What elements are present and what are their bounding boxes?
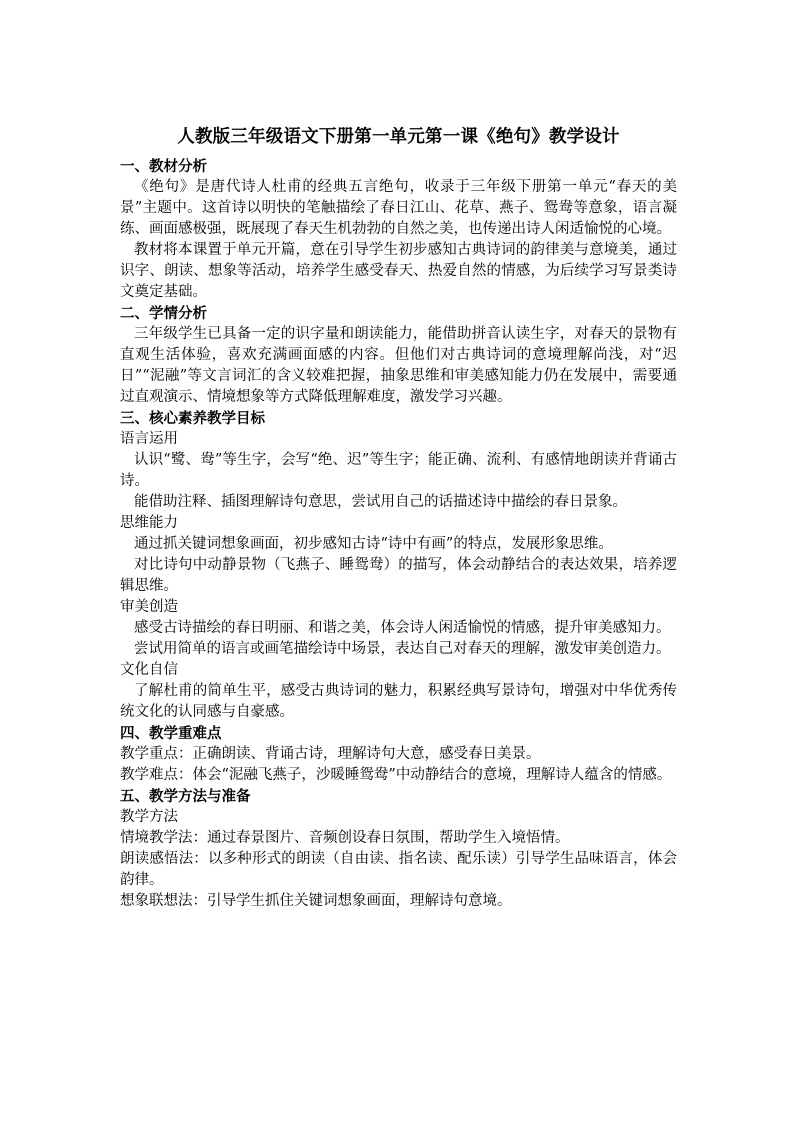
section-methods-preparation (120, 786, 677, 912)
paragraph: 能借助注释、插图理解诗句意思，尝试用自己的话描述诗中描绘的春日景象。 (134, 494, 627, 510)
paragraph: 了解杜甫的简单生平，感受古典诗词的魅力，积累经典写景诗句，增强对中华优秀传统文化的认同感与自豪感。 (120, 683, 677, 720)
paragraph: 认识“鹭、鸯”等生字，会写“绝、迟”等生字；能正确、流利、有感情地朗读并背诵古诗。 (120, 452, 677, 489)
paragraph: 教学难点：体会“泥融飞燕子，沙暖睡鸳鸯”中动静结合的意境，理解诗人蕴含的情感。 (120, 767, 672, 783)
paragraph: 想象联想法：引导学生抓住关键词想象画面，理解诗句意境。 (120, 893, 512, 909)
paragraph: 朗读感悟法：以多种形式的朗读（自由读、指名读、配乐读）引导学生品味语言，体会韵律。 (120, 851, 677, 888)
subheading: 文化自信 (120, 662, 178, 678)
section-heading: 三、核心素养教学目标 (120, 410, 265, 427)
paragraph: 三年级学生已具备一定的识字量和朗读能力，能借助拼音认读生字，对春天的景物有直观生活体验，喜欢充满画面感的内容。但他们对古典诗词的意境理解尚浅，对“迟日”“泥融”等文言词汇的含义较难把握，抽象思维和审美感知能力仍在发展中，需要通过直观演示、情境想象等方式降低理解难度，激发学习兴趣。 (120, 326, 677, 405)
paragraph: 教材将本课置于单元开篇，意在引导学生初步感知古典诗词的韵律美与意境美，通过识字、朗读、想象等活动，培养学生感受春天、热爱自然的情感，为后续学习写景类诗文奠定基础。 (120, 242, 677, 300)
section-student-analysis (120, 303, 677, 408)
section-heading: 五、教学方法与准备 (120, 788, 251, 805)
paragraph: 教学重点：正确朗读、背诵古诗，理解诗句大意，感受春日美景。 (120, 746, 541, 762)
section-heading: 四、教学重难点 (120, 725, 222, 742)
paragraph: 尝试用简单的语言或画笔描绘诗中场景，表达自己对春天的理解，激发审美创造力。 (134, 641, 671, 657)
subheading: 审美创造 (120, 599, 178, 615)
section-teaching-objectives (120, 408, 677, 723)
paragraph: 情境教学法：通过春景图片、音频创设春日氛围，帮助学生入境悟情。 (120, 830, 570, 846)
paragraph: 对比诗句中动静景物（飞燕子、睡鸳鸯）的描写，体会动静结合的表达效果，培养逻辑思维。 (120, 557, 677, 594)
document-title: 人教版三年级语文下册第一单元第一课《绝句》教学设计 (177, 127, 620, 147)
section-key-difficult-points (120, 723, 677, 786)
paragraph: 感受古诗描绘的春日明丽、和谐之美，体会诗人闲适愉悦的情感，提升审美感知力。 (134, 620, 671, 636)
subheading: 思维能力 (120, 515, 178, 531)
section-textbook-analysis (120, 156, 677, 303)
section-heading: 二、学情分析 (120, 305, 207, 322)
subheading: 语言运用 (120, 431, 178, 447)
section-heading: 一、教材分析 (120, 158, 207, 175)
subheading: 教学方法 (120, 809, 178, 825)
document-page (120, 122, 677, 912)
paragraph: 《绝句》是唐代诗人杜甫的经典五言绝句，收录于三年级下册第一单元“春天的美景”主题中。这首诗以明快的笔触描绘了春日江山、花草、燕子、鸳鸯等意象，语言凝练、画面感极强，既展现了春天生机勃勃的自然之美，也传递出诗人闲适愉悦的心境。 (120, 179, 677, 237)
paragraph: 通过抓关键词想象画面，初步感知古诗“诗中有画”的特点，发展形象思维。 (134, 536, 613, 552)
